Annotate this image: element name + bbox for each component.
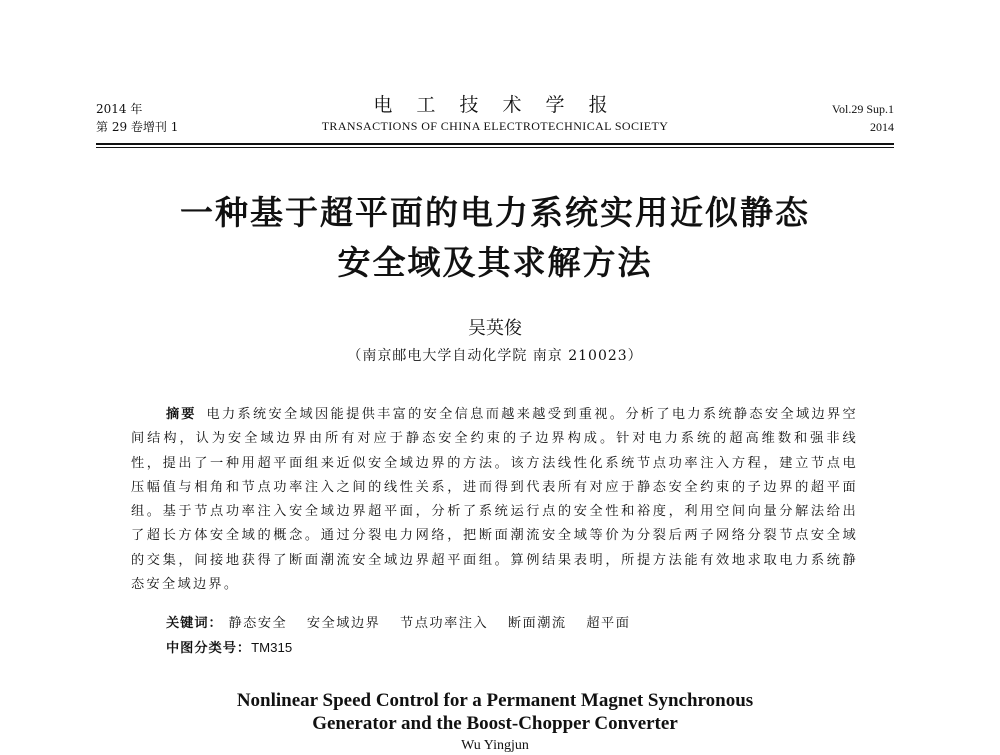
keywords-label: 关键词：: [166, 616, 223, 631]
keyword-item: 节点功率注入: [400, 616, 489, 631]
header-volume-en: Vol.29 Sup.1: [831, 102, 894, 116]
journal-name-cn: 电 工 技 术 学 报: [373, 94, 617, 116]
english-title: [96, 689, 894, 735]
keyword-item: 超平面: [586, 616, 631, 631]
title-line-1: 一种基于超平面的电力系统实用近似静态: [180, 193, 810, 232]
keyword-item: 静态安全: [228, 616, 288, 631]
keyword-item: 断面潮流: [507, 616, 567, 631]
header-right: [832, 100, 894, 136]
classification-code: TM315: [251, 640, 293, 655]
abstract-label: 摘要: [166, 407, 197, 422]
abstract-text: 电力系统安全域因能提供丰富的安全信息而越来越受到重视。分析了电力系统静态安全域边界空间结构，认为安全域边界由所有对应于静态安全约束的子边界构成。针对电力系统的超高维数和强非线性，提出了一种用超平面组来近似安全域边界的方法。该方法线性化系统节点功率注入方程，建立节点电压幅值与相角和节点功率注入之间的线性关系，进而得到代表所有对应于静态安全约束的子边界的超平面组。基于节点功率注入安全域边界超平面，分析了系统运行点的安全性和裕度，利用空间向量分解法给出了超长方体安全域的概念。通过分裂电力网络，把断面潮流安全域等价为分裂后两子网络分裂节点安全域的交集，间接地获得了断面潮流安全域边界超平面组。算例结果表明，所提方法能有效地求取电力系统静态安全域边界。: [131, 407, 858, 593]
header-year-cn: 2014 年: [96, 102, 143, 116]
keywords: [166, 612, 644, 636]
header-rule-thin: [96, 147, 894, 148]
paper-title: [96, 188, 894, 288]
author-name: 吴英俊: [468, 318, 522, 339]
english-title-line-1: Nonlinear Speed Control for a Permanent Magnet Synchronous: [236, 690, 754, 711]
title-line-2: 安全域及其求解方法: [337, 243, 653, 282]
classification: [166, 636, 292, 661]
header-center: [96, 92, 894, 134]
journal-header: [96, 92, 894, 142]
abstract: [131, 403, 858, 597]
classification-label: 中图分类号：: [166, 641, 252, 656]
header-year-en: 2014: [870, 120, 894, 134]
english-title-line-2: Generator and the Boost-Chopper Converter: [312, 713, 678, 734]
header-rule-thick: [96, 143, 894, 145]
english-author: Wu Yingjun: [461, 738, 529, 753]
journal-name-en: TRANSACTIONS OF CHINA ELECTROTECHNICAL SOCIETY: [321, 119, 669, 133]
author-affiliation: （南京邮电大学自动化学院 南京 210023）: [347, 348, 643, 364]
keyword-item: 安全域边界: [306, 616, 381, 631]
header-volume-cn: 第 29 卷增刊 1: [96, 120, 179, 134]
